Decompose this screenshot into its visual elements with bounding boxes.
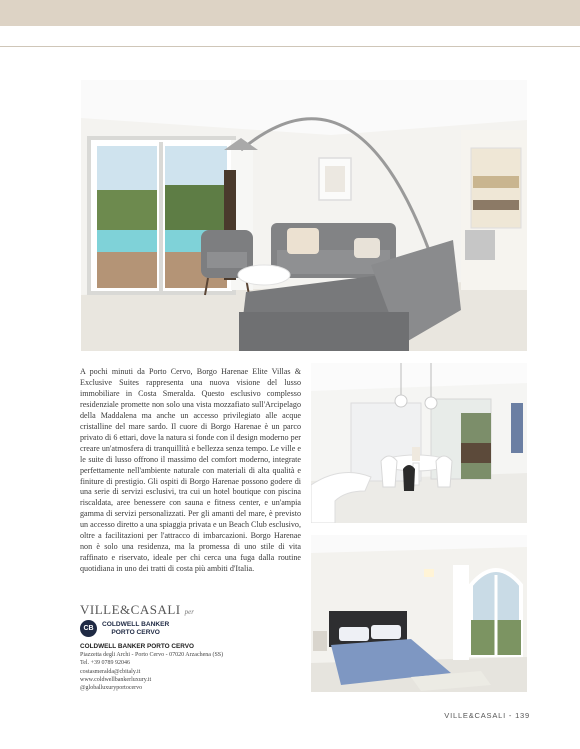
cb-line1: COLDWELL BANKER [102,620,170,628]
contact-address: Piazzetta degli Archi - Porto Cervo - 07020 Arzachena (SS) [80,652,224,659]
contact-phone: Tel. +39 0789 92046 [80,660,130,667]
logo-per: per [184,608,194,616]
contact-social[interactable]: @globalluxuryportocervo [80,685,143,692]
cb-line2: PORTO CERVO [111,628,160,636]
bedroom-photo [311,535,527,692]
contact-web[interactable]: www.coldwellbankerluxury.it [80,676,152,683]
contact-email[interactable]: costasmeralda@cbitaly.it [80,668,141,675]
magazine-logo-row [80,602,194,618]
contact-block [80,643,223,692]
header-rule [0,46,580,47]
coldwell-banker-logo [80,620,169,637]
living-room-photo [81,80,527,351]
living-room-illustration [81,80,527,351]
magazine-logo: VILLE&CASALI [80,602,181,617]
cb-badge-icon: CB [80,620,97,637]
dining-room-illustration [311,363,527,523]
cb-wordmark [102,621,169,637]
page-footer: VILLE&CASALI - 139 [444,711,530,720]
article-body: A pochi minuti da Porto Cervo, Borgo Harenae Elite Villas & Exclusive Suites rappresenta una nuova visione del lusso immobiliare in Costa Smeralda. Questo esclusivo complesso residenziale promette non solo una vista mozzafiato sull'Arcipelago della Maddalena ma anche un accesso privilegiato alle acque cristalline del mare sardo. Il cuore di Borgo Harenae è un parco privato di 6 ettari, dove la natura si fonde con il design moderno per creare un'atmosfera di tranquillità e bellezza senza tempo. Le ville e le suite di lusso offrono il massimo del comfort moderno, integrate perfettamente nell'ambiente naturale con materiali di alta qualità e finiture di prestigio. Gli ospiti di Borgo Harenae possono godere di una serie di servizi esclusivi, tra cui un hotel boutique con piscina riscaldata, aree benessere con sauna e fitness center, e un'ampia gamma di servizi personalizzati. Per gli amanti del mare, è previsto un accesso diretto a una spiaggia privata e un Beach Club esclusivo, oltre a facilitazioni per l'attracco di imbarcazioni. Borgo Harenae non è solo una residenza, ma la promessa di uno stile di vita raffinato e riservato, ideale per chi cerca una fuga dalla routine quotidiana in uno dei tratti di costa più ambiti d'Italia. [80,367,301,574]
contact-company: COLDWELL BANKER PORTO CERVO [80,643,194,650]
bedroom-illustration [311,535,527,692]
dining-room-photo [311,363,527,523]
top-band [0,0,580,26]
